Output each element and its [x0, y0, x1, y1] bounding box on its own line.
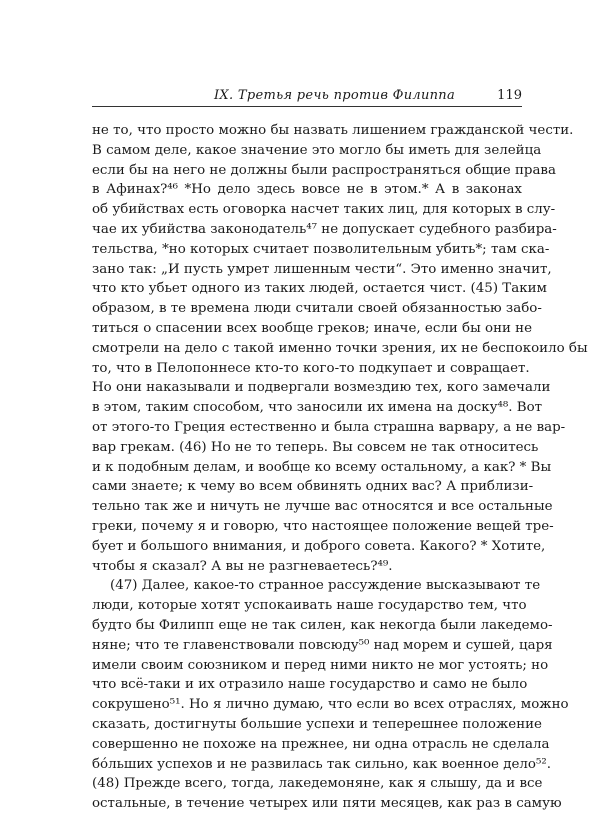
text-line: сказать, достигнуты большие успехи и теперешнее положение: [92, 716, 542, 732]
text-line: не то, что просто можно бы назвать лишением гражданской чести.: [92, 123, 574, 138]
text-line: будто бы Филипп еще не так силен, как некогда были лакедемо-: [92, 617, 553, 633]
text-line: зано так: „И пусть умрет лишенным чести“. Это именно значит,: [92, 261, 552, 277]
text-line: тельства, *но которых считает позволительным убить*; там ска-: [92, 241, 550, 257]
text-line: то, что в Пелопоннесе кто-то кого-то подкупает и совращает.: [92, 360, 530, 376]
page-header: [92, 88, 522, 107]
text-line: если бы на него не должны были распространяться общие права: [92, 162, 556, 178]
running-title: IX. Третья речь против Филиппа: [214, 88, 456, 103]
text-line: и к подобным делам, и вообще ко всему остальному, а как? * Вы: [92, 459, 552, 475]
page-number: 119: [497, 88, 522, 103]
text-line: люди, которые хотят успокаивать наше государство тем, что: [92, 598, 527, 614]
text-line: сокрушено⁵¹. Но я лично думаю, что если во всех отраслях, можно: [92, 697, 569, 713]
text-line: от этого-то Греция естественно и была страшна варвару, а не вар-: [92, 419, 566, 435]
text-line: что всё-таки и их отразило наше государство и само не было: [92, 677, 528, 693]
text-line: совершенно не похоже на прежнее, ни одна отрасль не сделала: [92, 736, 550, 752]
text-line: в этом, таким способом, что заносили их имена на доску⁴⁸. Вот: [92, 400, 543, 416]
text-line: остальные, в течение четырех или пяти месяцев, как раз в самую: [92, 796, 562, 812]
text-line: (47) Далее, какое-то странное рассуждение высказывают те: [110, 578, 541, 594]
text-line: об убийствах есть оговорка насчет таких лиц, для которых в слу-: [92, 202, 556, 218]
text-line: что кто убьет одного из таких людей, остается чист. (45) Таким: [92, 281, 547, 297]
text-line: смотрели на дело с такой именно точки зрения, их не беспокоило бы: [92, 340, 588, 356]
text-line: Но они наказывали и подвергали возмездию тех, кого замечали: [92, 380, 551, 396]
text-line: (48) Прежде всего, тогда, лакедемоняне, как я слышу, да и все: [92, 776, 543, 792]
text-line: няне; что те главенствовали повсюду⁵⁰ над морем и сушей, царя: [92, 637, 553, 653]
text-line: титься о спасении всех вообще греков; иначе, если бы они не: [92, 320, 533, 336]
text-line: в Афинах?⁴⁶ *Но дело здесь вовсе не в этом.* А в законах: [92, 182, 522, 198]
text-line: бóльших успехов и не развилась так сильно, как военное дело⁵².: [92, 756, 551, 772]
text-line: В самом деле, какое значение это могло бы иметь для зелейца: [92, 142, 542, 158]
text-line: образом, в те времена люди считали своей обязанностью забо-: [92, 301, 542, 317]
text-line: тельно так же и ничуть не лучше вас относятся и все остальные: [92, 499, 553, 515]
text-line: вар грекам. (46) Но не то теперь. Вы совсем не так относитесь: [92, 439, 539, 455]
text-line: чтобы я сказал? А вы не разгневаетесь?⁴⁹.: [92, 558, 393, 574]
text-line: греки, почему я и говорю, что настоящее положение вещей тре-: [92, 518, 554, 534]
text-line: имели своим союзником и перед ними никто не мог устоять; но: [92, 657, 549, 673]
text-line: бует и большого внимания, и доброго совета. Какого? * Хотите,: [92, 538, 546, 554]
text-body: [92, 121, 588, 814]
text-line: сами знаете; к чему во всем обвинять одних вас? А приблизи-: [92, 479, 534, 495]
text-line: чае их убийства законодатель⁴⁷ не допускает судебного разбира-: [92, 221, 557, 237]
